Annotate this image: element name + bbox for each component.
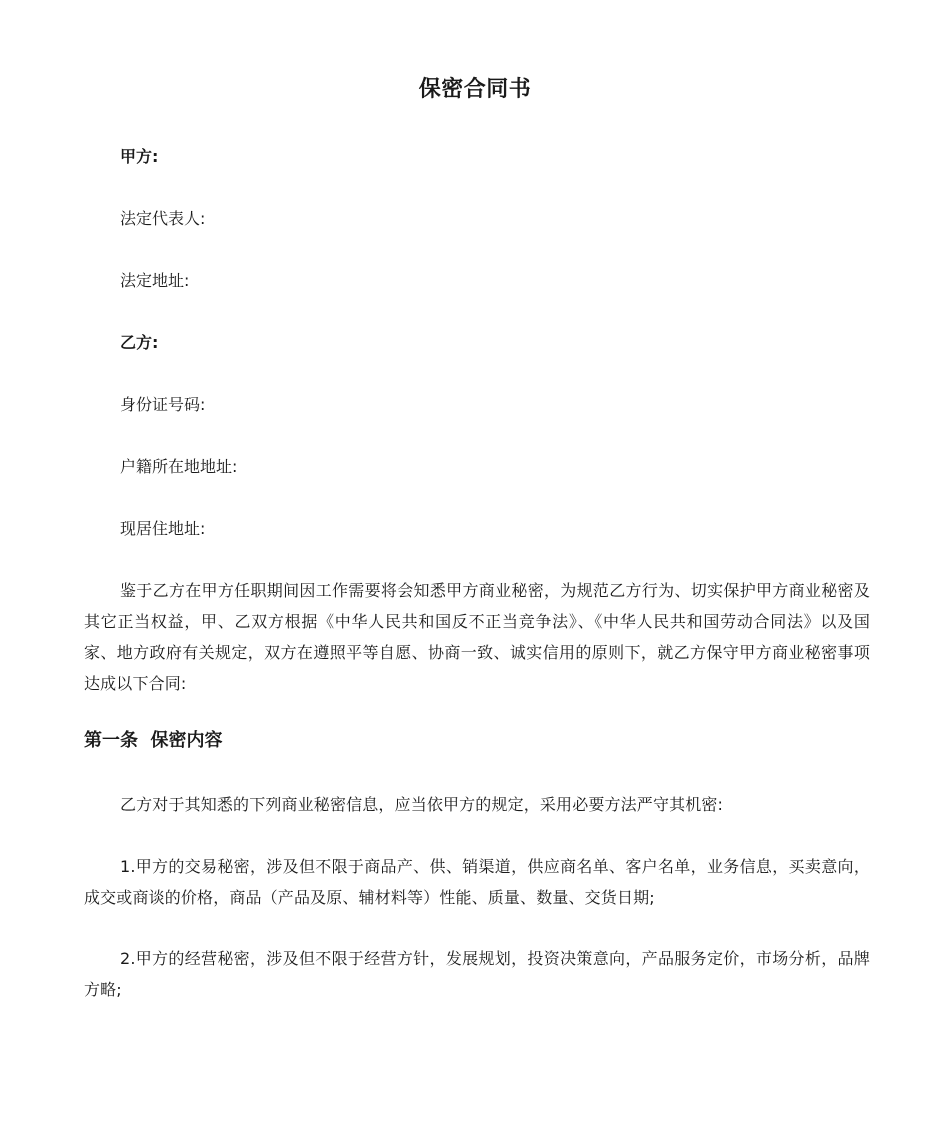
id-number-label: 身份证号码: [120, 395, 206, 414]
article-1-heading: 第一条 保密内容 [84, 730, 223, 751]
household-address-label: 户籍所在地地址: [120, 457, 238, 476]
document-title: 保密合同书 [418, 77, 532, 102]
legal-representative-label: 法定代表人: [120, 209, 206, 228]
current-address-label: 现居住地址: [120, 519, 206, 538]
article-1-item-1: 1.甲方的交易秘密，涉及但不限于商品产、供、销渠道，供应商名单、客户名单，业务信息，买卖意向，成交或商谈的价格，商品（产品及原、辅材料等）性能、质量、数量、交货日期; [84, 857, 870, 907]
legal-address-label: 法定地址: [120, 271, 190, 290]
party-a-label: 甲方: [120, 147, 159, 166]
article-1-intro: 乙方对于其知悉的下列商业秘密信息，应当依甲方的规定，采用必要方法严守其机密: [120, 795, 724, 814]
article-1-item-2: 2.甲方的经营秘密，涉及但不限于经营方针，发展规划，投资决策意向，产品服务定价，市场分析，品牌方略; [84, 949, 870, 999]
preamble-paragraph: 鉴于乙方在甲方任职期间因工作需要将会知悉甲方商业秘密，为规范乙方行为、切实保护甲方商业秘密及其它正当权益，甲、乙双方根据《中华人民共和国反不正当竞争法》、《中华人民共和国劳动合同法》以及国家、地方政府有关规定，双方在遵照平等自愿、协商一致、诚实信用的原则下，就乙方保守甲方商业秘密事项达成以下合同: [84, 581, 870, 693]
party-b-label: 乙方: [120, 333, 159, 352]
